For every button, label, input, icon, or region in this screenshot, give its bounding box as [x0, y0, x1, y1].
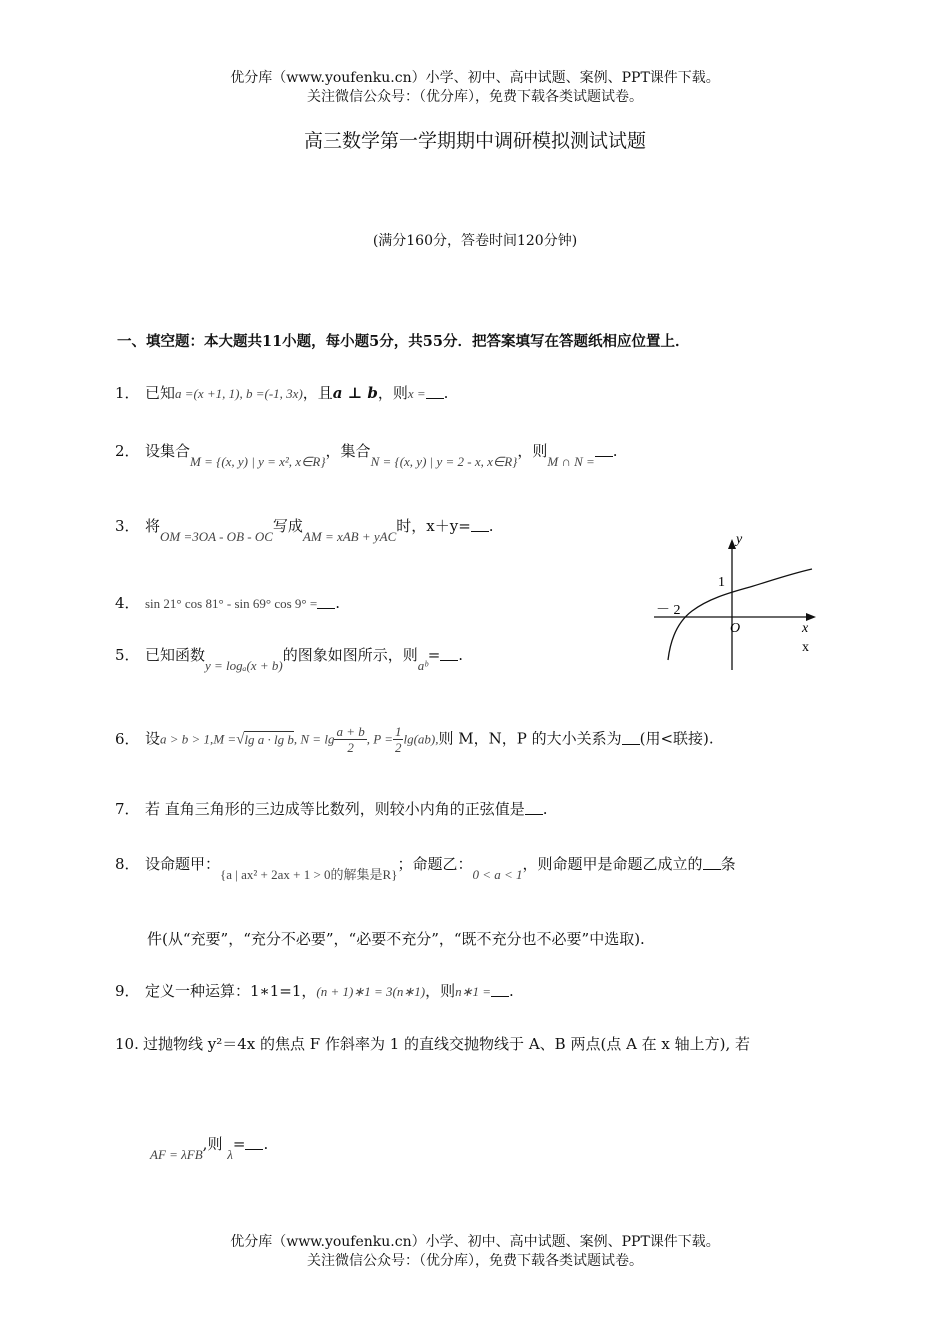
q1-mid: ，且 [302, 384, 333, 402]
q6-p-fraction [393, 724, 404, 755]
q7-text: 若 直角三角形的三边成等比数列，则较小内角的正弦值是 [145, 800, 525, 818]
q6-n-lhs: , N = lg [293, 731, 335, 747]
question-10 [115, 1033, 750, 1054]
q9-pre: 定义一种运算：1∗1=1， [145, 982, 317, 1000]
question-number: 10. [115, 1035, 139, 1053]
q3-end: . [488, 517, 494, 535]
question-number: 4． [115, 594, 140, 612]
q6-m-lhs: M = [213, 731, 237, 747]
q1-vectors: a =(x +1, 1), b =(-1, 3x) [175, 386, 303, 401]
q4-end: . [335, 594, 340, 612]
q1-condition: a ⊥ b [332, 384, 378, 402]
q3-expr-1: OM =3OA - OB - OC [160, 529, 273, 544]
y-axis-arrow [728, 539, 736, 549]
answer-blank [491, 984, 509, 997]
q5-function: y = logₐ(x + b) [205, 658, 283, 673]
q2-pre: 设集合 [145, 442, 191, 460]
answer-blank [525, 802, 543, 815]
q5-pre: 已知函数 [145, 646, 206, 664]
q6-m-radicand: lg a · lg b [244, 731, 294, 747]
question-3 [115, 515, 494, 544]
header-line-2: 关注微信公众号：（优分库），免费下载各类试题试卷。 [307, 89, 643, 105]
q3-mid: 写成 [272, 517, 303, 535]
answer-blank [595, 444, 613, 457]
q8-mid: ；命题乙： [397, 855, 473, 873]
q10-text: 过抛物线 y²＝4x 的焦点 F 作斜率为 1 的直线交抛物线于 A、B 两点(点 A 在 x 轴上方), 若 [143, 1035, 751, 1053]
log-curve [668, 569, 812, 660]
q5-mid: 的图象如图所示，则 [282, 646, 418, 664]
q6-post: 则 M，N，P 的大小关系为 [438, 729, 622, 748]
fraction-denominator: 2 [394, 740, 402, 755]
q2-mid: ，集合 [325, 442, 371, 460]
q7-end: . [542, 800, 548, 818]
q10-post: ,则 [202, 1135, 223, 1153]
x-axis-label-2: x [802, 640, 809, 655]
q5-post: = [427, 646, 441, 664]
q10-expr: AF = λFB [150, 1147, 203, 1162]
q3-expr-2: AM = xAB + yAC [302, 529, 397, 544]
y-axis-label: y [736, 532, 743, 547]
fraction-numerator: 1 [394, 724, 402, 739]
q9-end: . [509, 982, 514, 1000]
q8-post: ，则命题甲是命题乙成立的 [522, 855, 703, 873]
question-8 [115, 853, 736, 882]
origin-label: O [730, 621, 741, 636]
q5-end: . [458, 646, 464, 664]
answer-blank [426, 386, 444, 399]
fraction-numerator: a + b [336, 724, 365, 739]
question-number: 5． [115, 646, 140, 664]
answer-blank [317, 596, 335, 609]
q2-set-n: N = {(x, y) | y = 2 - x, x∈R} [370, 454, 518, 469]
y-tick-label: 1 [718, 575, 725, 590]
fraction-denominator: 2 [347, 740, 354, 755]
q10-eq: = [232, 1135, 246, 1153]
q8-set: {a | ax² + 2ax + 1 > 0的解集是R} [220, 867, 398, 882]
q6-n-fraction [334, 724, 366, 755]
answer-blank [622, 732, 640, 745]
q8-condition: 0 < a < 1 [472, 867, 523, 882]
question-number: 2． [115, 442, 140, 460]
question-number: 9． [115, 982, 140, 1000]
q10-end: . [263, 1135, 269, 1153]
question-number: 1． [115, 384, 140, 402]
question-4 [115, 592, 340, 613]
question-number: 8． [115, 855, 140, 873]
q1-post: ，则 [377, 384, 408, 402]
page-title: 高三数学第一学期期中调研模拟测试试题 [303, 130, 646, 152]
q9-expr-2: n∗1 = [455, 984, 491, 999]
x-axis-arrow [806, 613, 816, 621]
question-7 [115, 798, 548, 819]
q9-post: ，则 [425, 982, 456, 1000]
question-number: 3． [115, 517, 140, 535]
q1-pre: 已知 [145, 384, 176, 402]
q5-expr: aᵇ [417, 658, 428, 673]
question-number: 7． [115, 800, 140, 818]
q8-pre: 设命题甲： [145, 855, 221, 873]
header-line-1: 优分库（www.youfenku.cn）小学、初中、高中试题、案例、PPT课件下载。 [230, 70, 720, 86]
question-9 [115, 980, 514, 1001]
q1-end: . [443, 384, 449, 402]
answer-blank [703, 857, 721, 870]
footer-line-2: 关注微信公众号：（优分库），免费下载各类试题试卷。 [307, 1253, 643, 1269]
answer-blank [245, 1137, 263, 1150]
q3-pre: 将 [145, 517, 161, 535]
question-2 [115, 440, 618, 469]
question-6 [115, 724, 714, 755]
question-1 [115, 382, 448, 403]
q6-condition: a > b > 1, [160, 731, 214, 747]
footer-line-1: 优分库（www.youfenku.cn）小学、初中、高中试题、案例、PPT课件下载。 [230, 1234, 720, 1250]
q9-expr: (n + 1)∗1 = 3(n∗1) [316, 984, 426, 999]
sqrt-sign: √ [236, 731, 245, 748]
function-graph [640, 525, 830, 675]
q1-x: x = [407, 386, 426, 401]
q2-end: . [612, 442, 618, 460]
x-axis-label: x [802, 621, 809, 636]
q2-set-m: M = {(x, y) | y = x², x∈R} [190, 454, 326, 469]
question-number: 6． [115, 729, 140, 748]
x-tick-label: － 2 [656, 603, 681, 618]
q10-lambda: λ [227, 1147, 233, 1162]
q6-end: (用<联接). [639, 729, 714, 748]
question-5 [115, 644, 464, 673]
q8-end: 条 [720, 855, 736, 873]
q6-pre: 设 [145, 729, 161, 748]
q3-post: 时，x＋y= [396, 517, 471, 535]
q6-p-rhs: lg(ab), [403, 731, 439, 747]
answer-blank [471, 519, 489, 532]
question-8-continuation: 件(从“充要”，“充分不必要”，“必要不充分”，“既不充分也不必要”中选取). [147, 930, 645, 948]
q4-expr: sin 21° cos 81° - sin 69° cos 9° = [145, 596, 318, 611]
q2-expr: M ∩ N = [547, 454, 595, 469]
q2-post: ，则 [517, 442, 548, 460]
page-subtitle: (满分160分，答卷时间120分钟) [372, 233, 578, 249]
question-10-continuation [150, 1133, 269, 1162]
section-heading: 一、填空题：本大题共11小题，每小题5分，共55分．把答案填写在答题纸相应位置上． [117, 333, 690, 350]
answer-blank [440, 648, 458, 661]
q6-p-lhs: , P = [366, 731, 393, 747]
